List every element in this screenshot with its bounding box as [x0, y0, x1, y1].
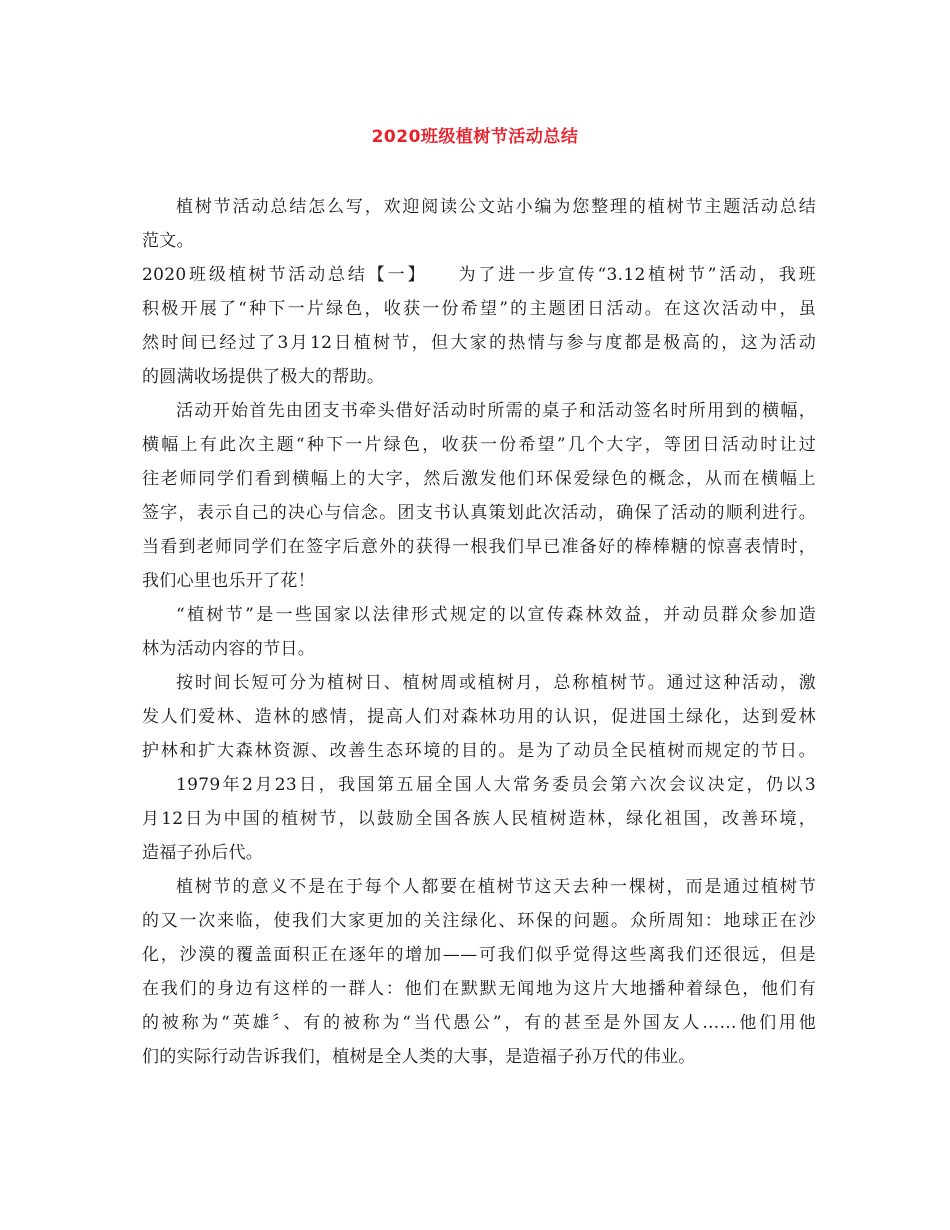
text-line: 范文。: [142, 231, 194, 251]
text-line: 横幅上有此次主题“种下一片绿色，收获一份希望”几个大字，等团日活动时让过: [142, 435, 816, 455]
text-line: 活动开始首先由团支书牵头借好活动时所需的桌子和活动签名时所用到的横幅，: [176, 401, 816, 421]
text-line: 造福子孙后代。: [142, 843, 264, 863]
text-line: 2020班级植树节活动总结【一】 为了进一步宣传“3.12植树节”活动，我班: [142, 265, 816, 285]
document-body: [142, 190, 816, 1074]
text-line: 的圆满收场提供了极大的帮助。: [142, 367, 385, 387]
text-line: 月12日为中国的植树节，以鼓励全国各族人民植树造林，绿化祖国，改善环境，: [142, 809, 816, 829]
text-line: 的被称为“英雄〞、有的被称为“当代愚公”，有的甚至是外国友人……他们用他: [142, 1013, 816, 1033]
text-line: 我们心里也乐开了花！: [142, 571, 315, 591]
text-line: 的又一次来临，使我们大家更加的关注绿化、环保的问题。众所周知：地球正在沙: [142, 911, 816, 931]
text-line: 签字，表示自己的决心与信念。团支书认真策划此次活动，确保了活动的顺利进行。: [142, 503, 816, 523]
text-line: 往老师同学们看到横幅上的大字，然后激发他们环保爱绿色的概念，从而在横幅上: [142, 469, 816, 489]
text-line: 积极开展了“种下一片绿色，收获一份希望”的主题团日活动。在这次活动中，虽: [142, 299, 816, 319]
text-line: 植树节的意义不是在于每个人都要在植树节这天去种一棵树，而是通过植树节: [176, 877, 816, 897]
text-line: 在我们的身边有这样的一群人：他们在默默无闻地为这片大地播种着绿色，他们有: [142, 979, 816, 999]
text-line: 们的实际行动告诉我们，植树是全人类的大事，是造福子孙万代的伟业。: [142, 1047, 696, 1067]
text-line: 植树节活动总结怎么写，欢迎阅读公文站小编为您整理的植树节主题活动总结: [176, 197, 816, 217]
text-line: 化，沙漠的覆盖面积正在逐年的增加——可我们似乎觉得这些离我们还很远，但是: [142, 945, 816, 965]
text-line: 林为活动内容的节日。: [142, 639, 315, 659]
text-line: “植树节”是一些国家以法律形式规定的以宣传森林效益，并动员群众参加造: [176, 605, 816, 625]
text-line: 1979年2月23日，我国第五届全国人大常务委员会第六次会议决定，仍以3: [176, 775, 816, 795]
text-line: 护林和扩大森林资源、改善生态环境的目的。是为了动员全民植树而规定的节日。: [142, 741, 816, 761]
text-line: 按时间长短可分为植树日、植树周或植树月，总称植树节。通过这种活动，激: [176, 673, 816, 693]
text-line: 然时间已经过了3月12日植树节，但大家的热情与参与度都是极高的，这为活动: [142, 333, 816, 353]
text-line: 当看到老师同学们在签字后意外的获得一根我们早已准备好的棒棒糖的惊喜表情时，: [142, 537, 816, 557]
document-title: 2020班级植树节活动总结: [371, 127, 579, 147]
text-line: 发人们爱林、造林的感情，提高人们对森林功用的认识，促进国土绿化，达到爱林: [142, 707, 816, 727]
